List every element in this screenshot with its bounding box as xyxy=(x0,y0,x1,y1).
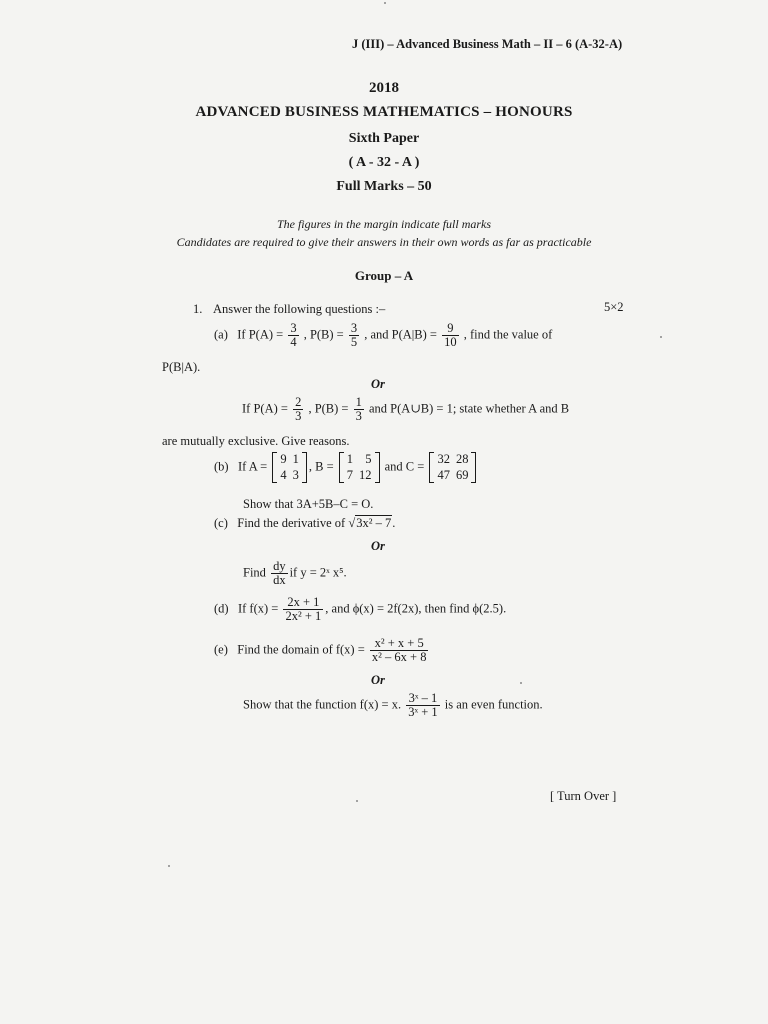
paper-code-header: J (III) – Advanced Business Math – II – 6 (A-32-A) xyxy=(352,37,623,51)
subquestion-a-alternative: If P(A) = $\frac{2}{3}$ , P(B) = $\frac{1}{3}$ and P(A∪B) = 1; state whether A and B xyxy=(242,395,570,424)
scan-speck xyxy=(168,865,170,867)
derivative-fraction: $\frac{dy}{dx}$ xyxy=(273,559,286,588)
fraction: $\frac{3}{4}$ xyxy=(290,321,297,350)
matrix-c: 32 28 47 69 xyxy=(429,452,476,483)
scan-speck xyxy=(384,2,386,4)
full-marks: Full Marks – 50 xyxy=(336,179,432,194)
subquestion-b: (b) If A = 9 1 4 3 , B = 1 5 7 12 and C = 32 28 47 69 xyxy=(214,452,478,483)
or-separator: Or xyxy=(371,673,385,687)
subquestion-a-continuation: P(B|A). xyxy=(162,360,201,374)
subject-title: ADVANCED BUSINESS MATHEMATICS – HONOURS xyxy=(195,104,573,120)
subquestion-a-alt-continuation: are mutually exclusive. Give reasons. xyxy=(162,434,350,448)
square-root: 3x² – 7 xyxy=(356,516,392,530)
subquestion-e: (e) Find the domain of f(x) = $\frac{\text{x² + x + 5}}{\text{x² – 6x + 8}}$ xyxy=(214,636,427,665)
label-b: (b) xyxy=(214,459,229,474)
instruction-margin: The figures in the margin indicate full marks xyxy=(276,217,492,231)
question-text: Answer the following questions :– xyxy=(213,302,386,316)
scan-speck xyxy=(356,800,358,802)
matrix-b: 1 5 7 12 xyxy=(339,452,380,483)
fraction: $\frac{3}{5}$ xyxy=(350,321,358,350)
fraction: $\frac{\text{x² + x + 5}}{\text{x² – 6x + 8}}$ xyxy=(371,636,427,665)
paper-name: Sixth Paper xyxy=(348,131,420,146)
exam-year: 2018 xyxy=(369,80,399,96)
subquestion-b-show: Show that 3A+5B–C = O. xyxy=(243,497,374,511)
fraction: $\frac{9}{10}$ xyxy=(444,321,457,350)
label-c: (c) xyxy=(214,516,228,530)
subquestion-c: (c) Find the derivative of √3x² – 7. xyxy=(214,516,396,530)
subquestion-c-alternative: Find $\frac{dy}{dx}$ if y = 2ˣ x⁵. xyxy=(243,559,347,588)
paper-code: ( A - 32 - A ) xyxy=(348,155,420,170)
label-a: (a) xyxy=(214,327,228,342)
fraction: $\frac{2}{3}$ xyxy=(295,395,302,424)
or-separator: Or xyxy=(371,539,385,553)
subquestion-a: (a) If P(A) = $\frac{3}{4}$ , P(B) = $\frac{3}{5}$ , and P(A|B) = $\frac{9}{10}$ , find the value of xyxy=(214,321,553,350)
label-e: (e) xyxy=(214,642,228,657)
fraction: $\frac{1}{3}$ xyxy=(355,395,362,424)
subquestion-e-alternative: Show that the function f(x) = x. $\frac{\text{3ˣ – 1}}{\text{3ˣ + 1}}$ is an even function. xyxy=(243,691,543,720)
group-heading: Group – A xyxy=(354,268,414,283)
question-number: 1. xyxy=(193,302,203,316)
matrix-a: 9 1 4 3 xyxy=(272,452,307,483)
turn-over-note: [ Turn Over ] xyxy=(550,789,617,803)
subquestion-d: (d) If f(x) = $\frac{2x + 1}{\text{2x² + 1}}$ , and ϕ(x) = 2f(2x), then find ϕ(2.5). xyxy=(214,595,507,624)
instruction-own-words: Candidates are required to give their answers in their own words as far as practicable xyxy=(176,235,592,249)
label-d: (d) xyxy=(214,601,229,616)
question-marks: 5×2 xyxy=(604,300,624,314)
scan-speck xyxy=(660,336,662,338)
scan-speck xyxy=(520,682,522,684)
fraction: $\frac{2x + 1}{\text{2x² + 1}}$ xyxy=(285,595,322,624)
or-separator: Or xyxy=(371,377,385,391)
fraction: $\frac{\text{3ˣ – 1}}{\text{3ˣ + 1}}$ xyxy=(408,691,438,720)
